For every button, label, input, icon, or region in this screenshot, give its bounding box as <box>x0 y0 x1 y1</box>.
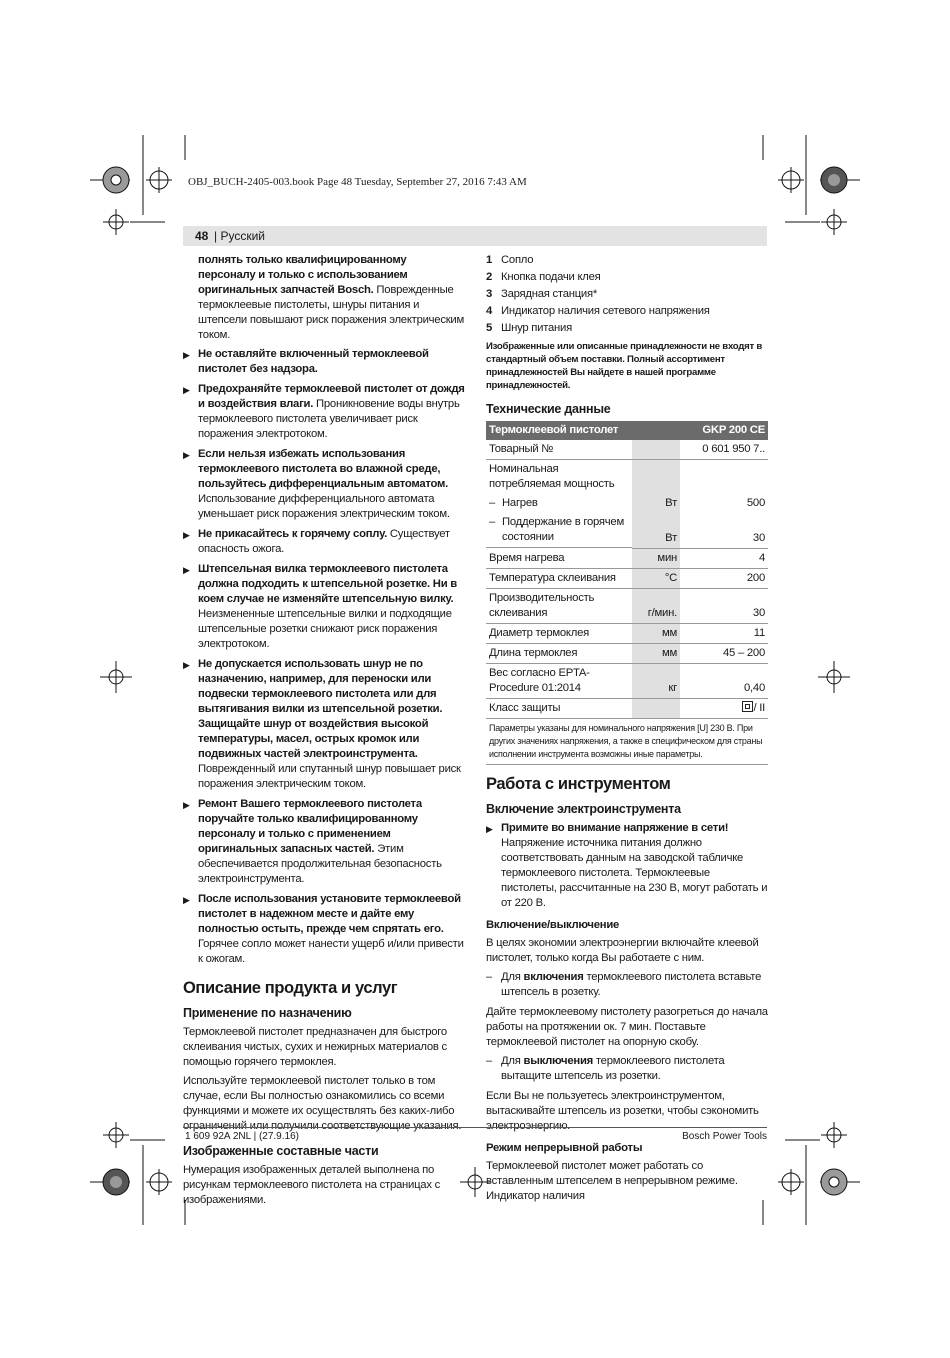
subheading-purpose: Применение по назначению <box>183 1006 352 1020</box>
page-footer <box>183 1127 767 1142</box>
safety-item: ▶ Не оставляйте включенный термоклеевой пистолет без надзора. <box>183 348 429 375</box>
safety-item: ▶ Примите во внимание напряжение в сети! Напряжение источника питания должно соответствовать данным на заводской табличке термоклеевого пистолета. Термоклеевые пистолеты, рассчитанные на 230 В, могут работать и от 220 В. <box>486 821 768 909</box>
dash-item: – Для включения термоклеевого пистолета вставьте штепсель в розетку. <box>486 970 762 998</box>
table-row: Класс защиты / II <box>486 698 768 718</box>
part-item: 2 Кнопка подачи клея <box>486 271 601 283</box>
arrow-bullet-icon: ▶ <box>183 385 190 395</box>
table-row: – Нагрев Вт 500 <box>486 494 768 513</box>
safety-item: ▶ Предохраняйте термоклеевой пистолет от дождя и воздействия влаги. Проникновение воды внутрь термоклеевого пистолета увеличивает риск поражения электротоком. <box>183 383 465 440</box>
continued-paragraph: полнять только квалифицированному персоналу и только с использованием оригинальных запчастей Bosch. Поврежденные термоклеевые пистолеты, шнуры питания и штепсели повышают риск поражения электрическим током. <box>198 254 465 341</box>
subheading-parts: Изображенные составные части <box>183 1144 379 1158</box>
safety-item: ▶ Не допускается использовать шнур не по назначению, например, для переноски или подвески термоклеевого пистолета или для вытягивания вилки из штепсельной розетки. Защищайте шнур от воздействия высокой температуры, масел, острых кромок или подвижных частей электроинструмента. Поврежденный или спутанный шнур повышает риск поражения электрическим током. <box>183 658 461 790</box>
footer-left: 1 609 92A 2NL | (27.9.16) <box>185 1131 299 1142</box>
paragraph: Термоклеевой пистолет предназначен для быстрого склеивания чистых, сухих и нежирных материалов с помощью горячего термоклея. <box>183 1026 447 1068</box>
page-number: 48 <box>195 229 209 243</box>
footer-right: Bosch Power Tools <box>682 1131 767 1142</box>
tech-data-table <box>486 421 768 765</box>
section-heading-product: Описание продукта и услуг <box>183 979 398 997</box>
paragraph: В целях экономии электроэнергии включайте клеевой пистолет, только когда Вы работаете с ним. <box>486 936 759 964</box>
arrow-bullet-icon: ▶ <box>183 660 190 670</box>
accessories-note: Изображенные или описанные принадлежности не входят в стандартный объем поставки. Полный ассортимент принадлежностей Вы найдете в нашей программе принадлежностей. <box>486 341 762 391</box>
safety-item: ▶ Если нельзя избежать использования термоклеевого пистолета во влажной среде, пользуйтесь дифференциальным автоматом. Использование дифференциального автомата уменьшает риск поражения электрическим током. <box>183 448 450 520</box>
table-row: Температура склеивания °C 200 <box>486 568 768 588</box>
safety-item: ▶ Ремонт Вашего термоклеевого пистолета поручайте только квалифицированному персоналу и только с применением оригинальных запасных частей. Этим обеспечивается продолжительная безопасность электроинструмента. <box>183 798 442 885</box>
arrow-bullet-icon: ▶ <box>183 450 190 460</box>
table-header-row <box>486 421 768 440</box>
part-item: 4 Индикатор наличия сетевого напряжения <box>486 305 710 317</box>
safety-item: ▶ Не прикасайтесь к горячему соплу. Существует опасность ожога. <box>183 528 450 555</box>
safety-item: ▶ После использования установите термоклеевой пистолет в надежном месте и дайте ему полностью остыть, прежде чем спрятать его. Горячее сопло может нанести ущерб и/или привести к ожогам. <box>183 893 464 965</box>
page-header-bar <box>183 226 767 246</box>
table-row: Производительность склеивания г/мин. 30 <box>486 588 768 623</box>
paragraph: Дайте термоклеевому пистолету разогреться до начала работы на протяжении ок. 7 мин. Поставьте термоклеевой пистолет на опорную скобу. <box>486 1005 768 1048</box>
protection-class-icon <box>742 701 753 712</box>
subheading-continuous: Режим непрерывной работы <box>486 1141 643 1154</box>
arrow-bullet-icon: ▶ <box>183 350 190 360</box>
table-header-label: Термоклеевой пистолет <box>486 421 680 440</box>
dash-item: – Для выключения термоклеевого пистолета вытащите штепсель из розетки. <box>486 1054 725 1082</box>
table-footnote-row: Параметры указаны для номинального напряжения [U] 230 В. При других значениях напряжения, а также в специфическом для страны исполнении инструмента возможны иные параметры. <box>486 718 768 764</box>
arrow-bullet-icon: ▶ <box>183 530 190 540</box>
table-row: Длина термоклея мм 45 – 200 <box>486 643 768 663</box>
part-item: 1 Сопло <box>486 254 534 266</box>
arrow-bullet-icon: ▶ <box>183 565 190 575</box>
table-row: – Поддержание в горячем состоянии Вт 30 <box>486 513 768 548</box>
table-row: Время нагрева мин 4 <box>486 548 768 568</box>
header-language: | Русский <box>214 229 265 243</box>
part-item: 3 Зарядная станция* <box>486 288 598 300</box>
section-heading-work: Работа с инструментом <box>486 774 671 793</box>
paragraph: Нумерация изображенных деталей выполнена по рисункам термоклеевого пистолета на страницах с изображениями. <box>183 1164 441 1206</box>
print-info-line: OBJ_BUCH-2405-003.book Page 48 Tuesday, September 27, 2016 7:43 AM <box>188 176 527 188</box>
subheading-tech: Технические данные <box>486 402 611 416</box>
subheading-start: Включение электроинструмента <box>486 801 681 816</box>
subheading-onoff: Включение/выключение <box>486 918 620 931</box>
arrow-bullet-icon: ▶ <box>183 895 190 905</box>
table-row: Номинальная потребляемая мощность <box>486 460 768 495</box>
table-header-model: GKP 200 CE <box>680 421 768 440</box>
paragraph: Используйте термоклеевой пистолет только в том случае, если Вы полностью ознакомились со всеми функциями и можете их осуществлять без каких-либо ограничений или получили соответствующие указания. <box>183 1075 462 1132</box>
paragraph: Если Вы не пользуетесь электроинструментом, вытаскивайте штепсель из розетки, чтобы сэкономить электроэнергию. <box>486 1089 759 1132</box>
safety-item: ▶ Штепсельная вилка термоклеевого пистолета должна подходить к штепсельной розетке. Ни в коем случае не изменяйте штепсельную вилку. Неизмененные штепсельные вилки и подходящие штепсельные розетки снижают риск поражения электротоком. <box>183 563 457 650</box>
arrow-bullet-icon: ▶ <box>486 823 493 834</box>
left-column <box>183 253 465 1212</box>
paragraph: Термоклеевой пистолет может работать со вставленным штепселем в непрерывном режиме. Индикатор наличия <box>486 1159 738 1202</box>
table-row: Диаметр термоклея мм 11 <box>486 623 768 643</box>
table-row: Товарный № 0 601 950 7.. <box>486 440 768 460</box>
table-row: Вес согласно EPTA-Procedure 01:2014 кг 0,40 <box>486 663 768 698</box>
part-item: 5 Шнур питания <box>486 322 572 334</box>
arrow-bullet-icon: ▶ <box>183 800 190 810</box>
right-column <box>486 253 768 1208</box>
